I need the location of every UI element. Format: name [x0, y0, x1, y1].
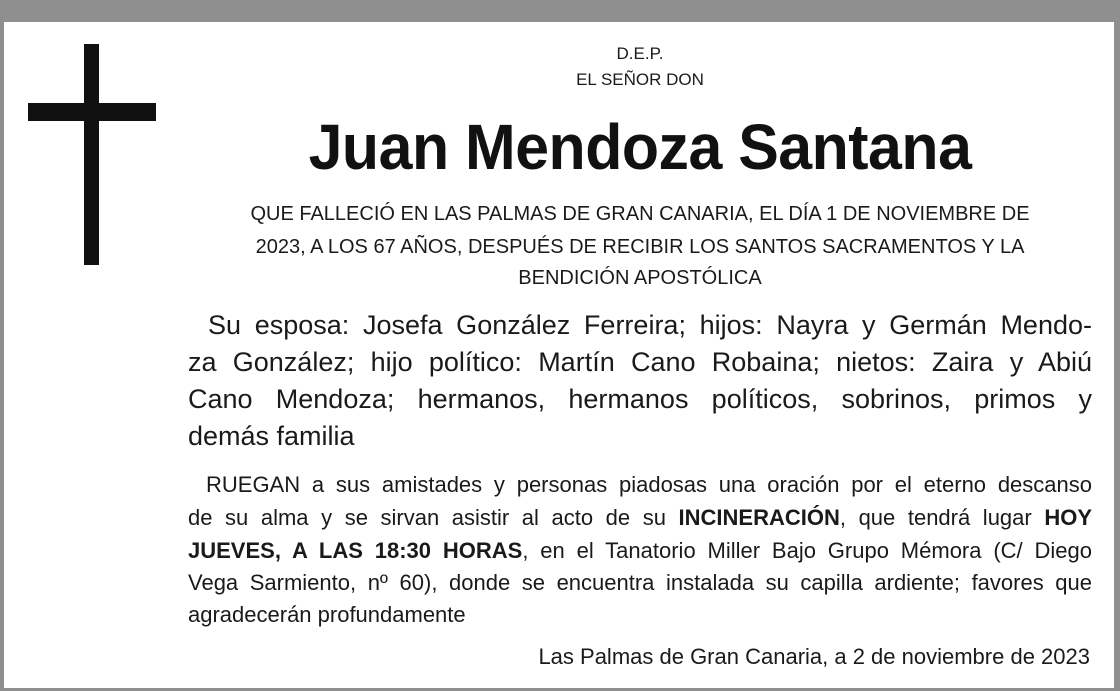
- deceased-name: Juan Mendoza Santana: [308, 111, 972, 183]
- death-notice-line: QUE FALLECIÓ EN LAS PALMAS DE GRAN CANARIA, EL DÍA 1 DE NOVIEMBRE DE: [250, 203, 1030, 225]
- request-line: RUEGAN a sus amistades y personas piadosas una oración por el eterno descanso: [206, 472, 1092, 497]
- family-line: za González; hijo político: Martín Cano Robaina; nietos: Zaira y Abiú: [188, 347, 1092, 377]
- family-line: Cano Mendoza; hermanos, hermanos políticos, sobrinos, primos y: [188, 384, 1092, 414]
- ceremony-type: INCINERACIÓN: [678, 505, 840, 530]
- death-notice-line: 2023, A LOS 67 AÑOS, DESPUÉS DE RECIBIR LOS SANTOS SACRAMENTOS Y LA: [255, 236, 1025, 258]
- request-text: , en el Tanatorio Miller Bajo Grupo Mémora (C/ Diego: [522, 538, 1092, 563]
- request-line: agradecerán profundamente: [188, 602, 466, 627]
- request-text: de su alma y se sirvan asistir al acto de su: [188, 505, 679, 530]
- cross-icon: [84, 44, 99, 265]
- place-date: Las Palmas de Gran Canaria, a 2 de noviembre de 2023: [538, 644, 1090, 669]
- request-line: [188, 538, 1092, 564]
- family-line: demás familia: [188, 421, 355, 451]
- ceremony-day: HOY: [1044, 505, 1092, 530]
- request-line: [188, 505, 1092, 531]
- family-line: Su esposa: Josefa González Ferreira; hijos: Nayra y Germán Mendo-: [208, 310, 1092, 340]
- cross-icon-bar: [28, 103, 156, 121]
- ceremony-time: JUEVES, A LAS 18:30 HORAS: [188, 538, 523, 563]
- title-prefix: EL SEÑOR DON: [576, 70, 704, 89]
- request-line: Vega Sarmiento, nº 60), donde se encuentra instalada su capilla ardiente; favores que: [188, 570, 1092, 595]
- request-text: , que tendrá lugar: [839, 505, 1045, 530]
- dep-abbreviation: D.E.P.: [616, 44, 664, 63]
- death-notice-line: BENDICIÓN APOSTÓLICA: [518, 267, 762, 289]
